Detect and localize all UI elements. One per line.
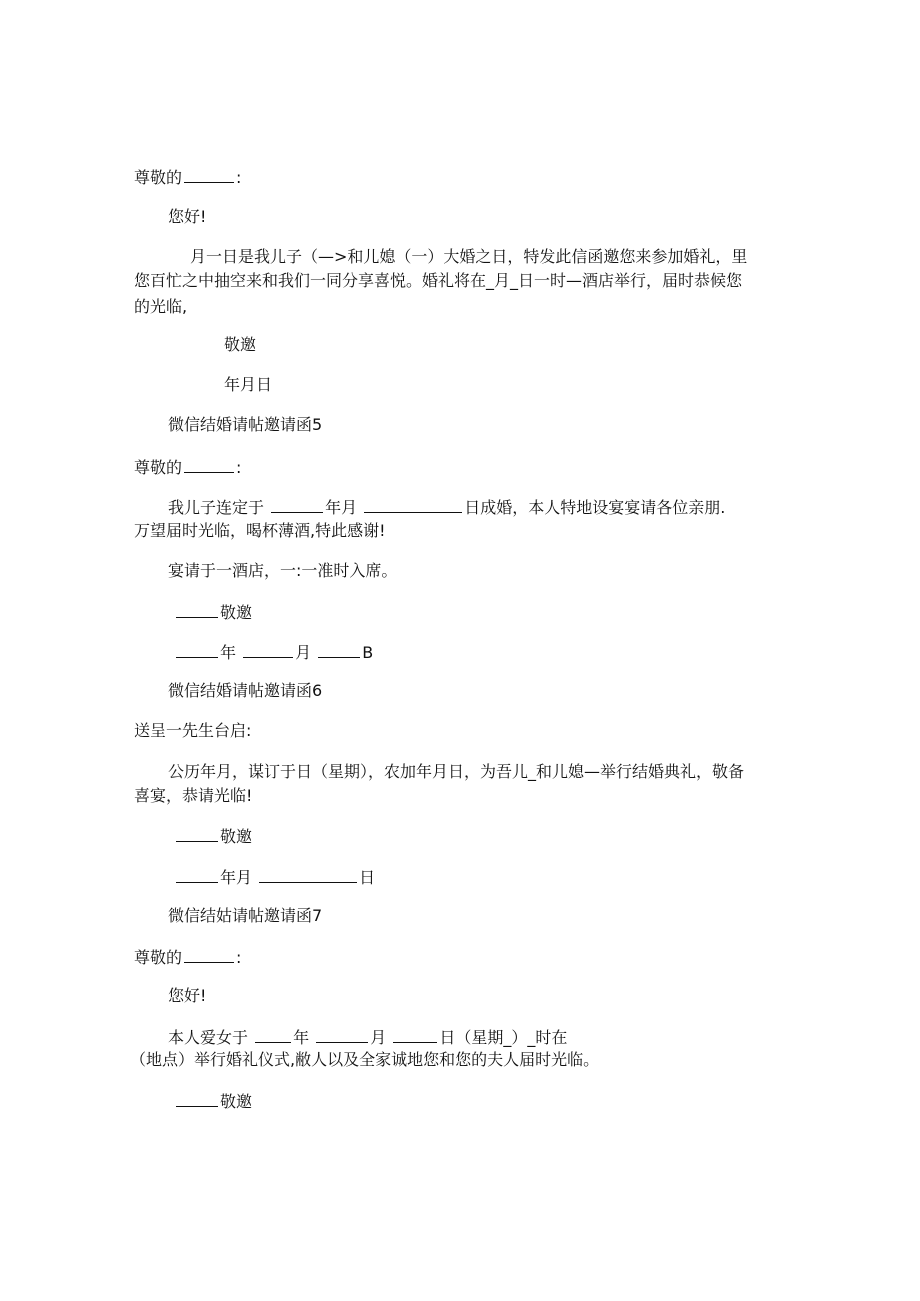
greeting-suffix: : [236, 458, 242, 477]
day-blank [364, 496, 462, 513]
letter2-date [174, 641, 373, 661]
date-month: 月 [295, 643, 312, 662]
letter3-body-line2: 喜宴，恭请光临! [134, 786, 253, 805]
letter1-hello: 您好! [168, 207, 207, 226]
letter4-heading: 微信结姑请帖邀请函7 [168, 906, 323, 925]
greeting-prefix: 尊敬的 [134, 948, 183, 967]
letter4-body-line2: （地点）举行婚礼仪式,敝人以及全家诚地您和您的夫人届时光临。 [130, 1050, 600, 1069]
letter4-greeting [134, 946, 241, 966]
letter2-heading: 微信结婚请帖邀请函5 [168, 415, 323, 434]
name-blank [184, 946, 234, 963]
letter3-date [174, 866, 375, 886]
name-blank [184, 456, 234, 473]
letter3-greeting: 送呈一先生台启: [134, 721, 252, 740]
closing-text: 敬邀 [220, 827, 253, 846]
greeting-prefix: 尊敬的 [134, 458, 183, 477]
letter2-venue: 宴请于一酒店，一:一准时入席。 [168, 561, 398, 580]
letter3-heading: 微信结婚请帖邀请函6 [168, 681, 323, 700]
signer-blank [176, 601, 218, 618]
letter3-closing [174, 825, 252, 845]
year-blank [255, 1026, 291, 1043]
name-blank [184, 166, 234, 183]
date-day: B [362, 643, 374, 662]
letter2-closing [174, 601, 252, 621]
letter2-body-line1 [168, 496, 725, 516]
body-part: 我儿子连定于 [168, 498, 265, 517]
letter1-body-line3: 的光临, [134, 297, 188, 316]
body-part: 月 [370, 1028, 387, 1047]
body-part: 本人爱女于 [168, 1028, 249, 1047]
letter2-body-line2: 万望届时光临，喝杯薄酒,特此感谢! [134, 521, 386, 540]
letter1-date: 年月日 [224, 375, 273, 394]
date-part: 日 [359, 868, 376, 887]
letter3-body-line1: 公历年月，谋订于日（星期），农加年月日，为吾儿_和儿媳—举行结婚典礼，敬备 [168, 762, 745, 781]
letter1-body-line2: 您百忙之中抽空来和我们一同分享喜悦。婚礼将在_月_日一时—酒店举行，届时恭候您 [134, 271, 743, 290]
signer-blank [176, 825, 218, 842]
letter4-hello: 您好! [168, 986, 207, 1005]
letter2-greeting [134, 456, 241, 476]
date-year: 年 [220, 643, 237, 662]
year-blank [271, 496, 323, 513]
greeting-prefix: 尊敬的 [134, 168, 183, 187]
closing-text: 敬邀 [220, 603, 253, 622]
body-part: 日（星期_）_时在 [439, 1028, 568, 1047]
letter4-closing [174, 1090, 252, 1110]
day-blank [259, 866, 357, 883]
year-blank [176, 866, 218, 883]
year-blank [176, 641, 218, 658]
body-part: 日成婚，本人特地设宴宴请各位亲朋. [464, 498, 726, 517]
letter1-closing: 敬邀 [224, 335, 257, 354]
month-blank [243, 641, 293, 658]
greeting-suffix: : [236, 168, 242, 187]
day-blank [393, 1026, 437, 1043]
letter1-body-line1: 月一日是我儿子（—>和儿媳（一）大婚之日，特发此信函邀您来参加婚礼，里 [190, 247, 748, 266]
body-part: 年 [293, 1028, 310, 1047]
day-blank [318, 641, 360, 658]
date-part: 年月 [220, 868, 253, 887]
signer-blank [176, 1090, 218, 1107]
greeting-suffix: : [236, 948, 242, 967]
body-part: 年月 [325, 498, 358, 517]
closing-text: 敬邀 [220, 1092, 253, 1111]
letter1-greeting [134, 166, 241, 186]
month-blank [316, 1026, 368, 1043]
letter4-body-line1 [168, 1026, 567, 1046]
